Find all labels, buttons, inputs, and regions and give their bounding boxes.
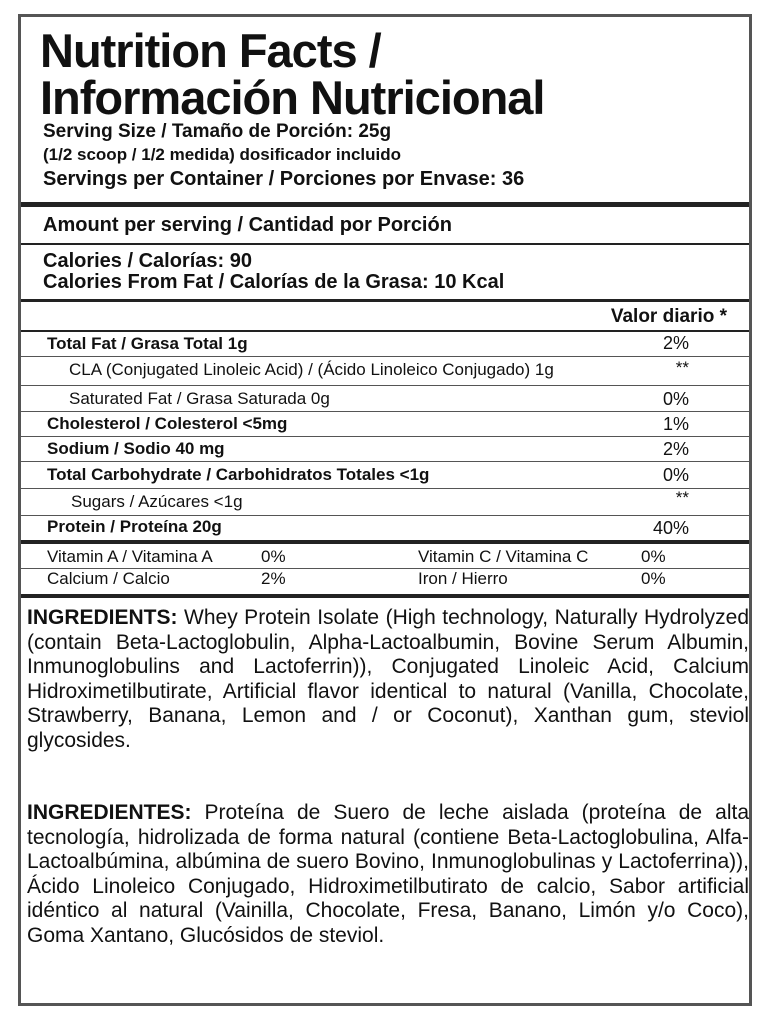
calories-from-fat: Calories From Fat / Calorías de la Grasa: 10 Kcal (43, 271, 505, 293)
nutrient-row-label: Sodium / Sodio 40 mg (47, 439, 225, 458)
nutrient-row-label: Protein / Proteína 20g (47, 517, 222, 536)
thick-divider (21, 202, 749, 207)
nutrient-row-label: Total Carbohydrate / Carbohidratos Totales <1g (47, 465, 430, 484)
vitamin-value: 2% (261, 569, 286, 588)
ingredientes-label: INGREDIENTES: (27, 801, 192, 824)
row-divider (21, 436, 749, 437)
divider (21, 243, 749, 245)
ingredientes-text: Proteína de Suero de leche aislada (proteína de alta tecnología, hidrolizada de forma natural (contiene Beta-Lactoglobulina, Alfa-Lactoalbúmina, albúmina de suero Bovino, Inmunoglobulinas y Lactoferrina)), Ácido Linoleico Conjugado, Hidroximetilbutirato de calcio, Sabor artificial idéntico al natural (Vainilla, Chocolate, Fresa, Banano, Limón y/o Coco), Goma Xantano, Glucósidos de steviol. (27, 801, 749, 947)
vitamin-label: Iron / Hierro (418, 569, 508, 588)
ingredients-label: INGREDIENTS: (27, 606, 178, 629)
vitamin-value: 0% (641, 569, 666, 588)
nutrient-row-dv: 2% (662, 439, 689, 459)
nutrition-label (18, 14, 752, 1006)
nutrient-row-dv: 1% (662, 414, 689, 434)
row-divider (21, 356, 749, 357)
nutrient-row-dv: ** (675, 358, 689, 377)
title-line-1: Nutrition Facts / (40, 24, 381, 77)
nutrient-row-label: Cholesterol / Colesterol <5mg (47, 414, 288, 433)
serving-size: Serving Size / Tamaño de Porción: 25g (43, 121, 392, 142)
nutrient-row-label: Total Fat / Grasa Total 1g (47, 334, 248, 353)
thick-divider (21, 594, 749, 598)
vitamin-label: Vitamin C / Vitamina C (418, 547, 589, 566)
daily-value-header: Valor diario * (610, 306, 727, 327)
row-divider (21, 515, 749, 516)
calories: Calories / Calorías: 90 (43, 250, 252, 272)
nutrient-row-dv: 40% (652, 518, 689, 538)
divider (21, 330, 749, 332)
servings-per-container: Servings per Container / Porciones por Envase: 36 (43, 168, 525, 190)
vitamin-value: 0% (641, 547, 666, 566)
row-divider (21, 461, 749, 462)
nutrient-row-dv: ** (675, 488, 689, 507)
nutrient-row-dv: 2% (662, 333, 689, 353)
ingredients-text: Whey Protein Isolate (High technology, Naturally Hydrolyzed (contain Beta-Lactoglobulin, Alpha-Lactoalbumin, Bovine Serum Albumin, Inmunoglobulins and Lactoferrin)), Conjugated Linoleic Acid, Calcium Hidroximetilbutirate, Artificial flavor identical to natural (Vanilla, Chocolate, Strawberry, Banana, Lemon and / or Coconut), Xanthan gum, steviol glycosides. (27, 606, 749, 752)
ingredients-english (27, 606, 749, 753)
vitamin-label: Calcium / Calcio (47, 569, 170, 588)
row-divider (21, 411, 749, 412)
vitamin-label: Vitamin A / Vitamina A (47, 547, 213, 566)
amount-heading: Amount per serving / Cantidad por Porción (43, 214, 452, 236)
nutrient-row-dv: 0% (662, 465, 689, 485)
nutrient-row-label: CLA (Conjugated Linoleic Acid) / (Ácido Linoleico Conjugado) 1g (69, 360, 554, 379)
vitamin-value: 0% (261, 547, 286, 566)
thick-divider (21, 540, 749, 544)
medium-divider (21, 299, 749, 302)
scoop-note: (1/2 scoop / 1/2 medida) dosificador incluido (43, 145, 402, 164)
row-divider (21, 385, 749, 386)
ingredients-spanish (27, 801, 749, 948)
nutrient-row-label: Sugars / Azúcares <1g (71, 492, 243, 511)
nutrient-row-dv: 0% (662, 389, 689, 409)
nutrient-row-label: Saturated Fat / Grasa Saturada 0g (69, 389, 330, 408)
row-divider (21, 488, 749, 489)
title-line-2: Información Nutricional (40, 71, 545, 124)
